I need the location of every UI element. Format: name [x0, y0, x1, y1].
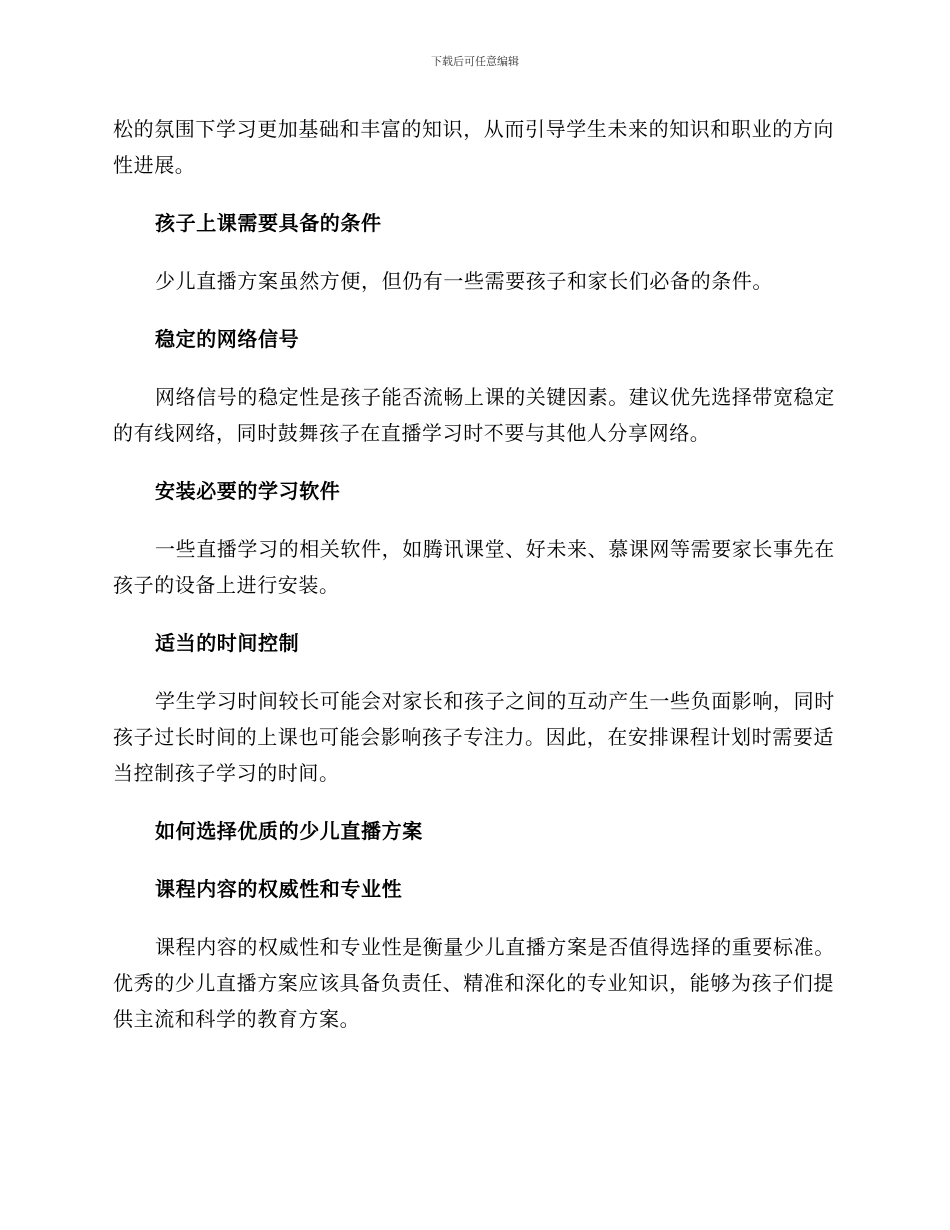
- paragraph-network: 网络信号的稳定性是孩子能否流畅上课的关键因素。建议优先选择带宽稳定的有线网络，同时鼓舞孩子在直播学习时不要与其他人分享网络。: [113, 385, 835, 445]
- heading-software: 安装必要的学习软件: [155, 479, 341, 503]
- paragraph-software: 一些直播学习的相关软件，如腾讯课堂、好未来、慕课网等需要家长事先在孩子的设备上进行安装。: [113, 537, 835, 597]
- paragraph-authority: 课程内容的权威性和专业性是衡量少儿直播方案是否值得选择的重要标准。优秀的少儿直播方案应该具备负责任、精准和深化的专业知识，能够为孩子们提供主流和科学的教育方案。: [113, 935, 835, 1031]
- paragraph-time-control: 学生学习时间较长可能会对家长和孩子之间的互动产生一些负面影响，同时孩子过长时间的上课也可能会影响孩子专注力。因此，在安排课程计划时需要适当控制孩子学习的时间。: [113, 689, 835, 785]
- heading-time-control: 适当的时间控制: [155, 631, 300, 655]
- heading-authority: 课程内容的权威性和专业性: [155, 877, 403, 901]
- paragraph-requirements: 少儿直播方案虽然方便，但仍有一些需要孩子和家长们必备的条件。: [155, 269, 773, 293]
- heading-how-to-choose: 如何选择优质的少儿直播方案: [155, 819, 423, 843]
- heading-network: 稳定的网络信号: [155, 327, 300, 351]
- heading-requirements: 孩子上课需要具备的条件: [155, 211, 382, 235]
- page-header: 下载后可任意编辑: [431, 55, 519, 68]
- document-body: [113, 111, 837, 1037]
- paragraph-continued: 松的氛围下学习更加基础和丰富的知识，从而引导学生未来的知识和职业的方向性进展。: [113, 117, 834, 177]
